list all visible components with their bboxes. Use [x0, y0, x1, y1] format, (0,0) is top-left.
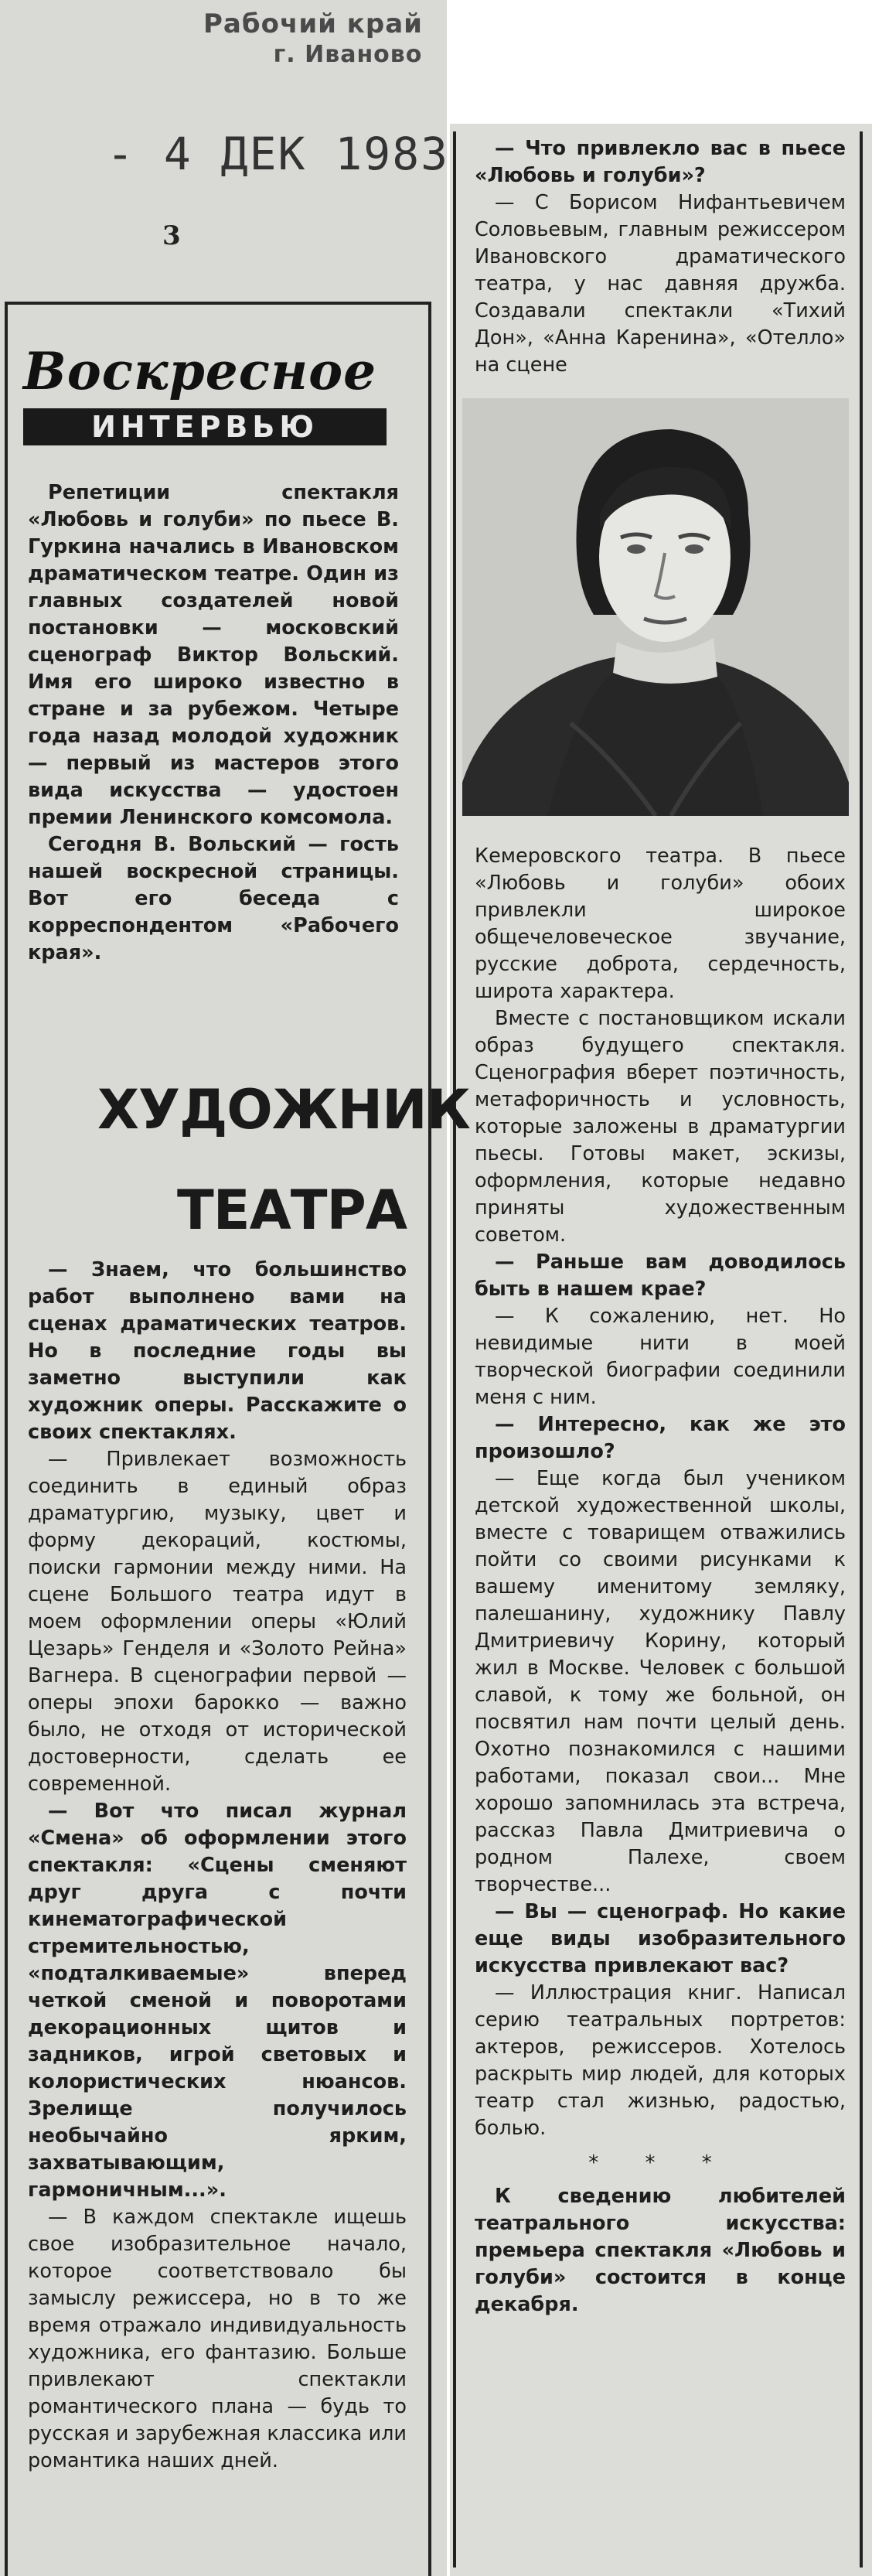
- question-paragraph: — Интересно, как же это произошло?: [475, 1413, 846, 1463]
- question-paragraph: — Раньше вам доводилось быть в нашем крае?: [475, 1250, 846, 1301]
- article-lead: [28, 479, 399, 967]
- question-paragraph: — Вот что писал журнал «Смена» об оформлении этого спектакля: «Сцены сменяют друг друга с почти кинематографической стремительностью, «подталкиваемые» вперед четкой сменой и поворотами декорационных щитов и задников, игрой световых и колористических нюансов. Зрелище получилось необычайно ярким, захватывающим, гармоничным...».: [28, 1800, 407, 2202]
- stamp-newspaper-name: Рабочий край: [203, 9, 423, 39]
- question-paragraph: — Что привлекло вас в пьесе «Любовь и голуби»?: [475, 137, 846, 187]
- page-number: 3: [162, 220, 181, 251]
- answer-paragraph: — К сожалению, нет. Но невидимые нити в моей творческой биографии соединили меня с ним.: [475, 1305, 846, 1409]
- right-body-text: [475, 843, 846, 2318]
- headline-line-2: ТЕАТРА: [177, 1179, 407, 1242]
- lead-paragraph: Репетиции спектакля «Любовь и голуби» по пьесе В. Гуркина начались в Ивановском драматическом театре. Один из главных создателей новой постановки — московский сценограф Виктор Вольский. Имя его широко известно в стране и за рубежом. Четыре года назад молодой художник — первый из мастеров этого вида искусства — удостоен премии Ленинского комсомола.: [28, 481, 399, 829]
- article-headline: [28, 1059, 470, 1261]
- headline-line-1: ХУДОЖНИК: [97, 1078, 470, 1141]
- answer-paragraph: — Привлекает возможность соединить в единый образ драматургию, музыку, цвет и форму декораций, костюмы, поиски гармонии между ними. На сцене Большого театра идут в моем оформлении оперы «Юлий Цезарь» Генделя и «Золото Рейна» Вагнера. В сценографии первой — оперы эпохи барокко — важно было, не отходя от исторической достоверности, сделать ее современной.: [28, 1448, 407, 1796]
- left-body-text: [28, 1257, 407, 2475]
- right-top-text: [475, 135, 846, 379]
- premiere-note: К сведению любителей театрального искусства: премьера спектакля «Любовь и голуби» состоится в конце декабря.: [475, 2185, 846, 2316]
- answer-paragraph: — В каждом спектакле ищешь свое изобразительное начало, которое соответствовало бы замыслу режиссера, но в то же время отражало индивидуальность художника, его фантазию. Больше привлекают спектакли романтического плана — будь то русская и зарубежная классика или романтика наших дней.: [28, 2206, 407, 2472]
- answer-paragraph: — Еще когда был учеником детской художественной школы, вместе с товарищем отважились пойти со своими рисунками к вашему именитому земляку, палешанину, художнику Павлу Дмитриевичу Корину, который жил в Москве. Человек с большой славой, к тому же больной, он посвятил нам почти целый день. Охотно познакомился с нашими работами, показал свои... Мне хорошо запомнилась эта встреча, рассказ Павла Дмитриевича о родном Палехе, своем творчестве...: [475, 1467, 846, 1896]
- answer-paragraph: Вместе с постановщиком искали образ будущего спектакля. Сценография вберет поэтичность, метафоричность и условность, которые заложены в драматургии пьесы. Готовы макет, эскизы, оформления, которые недавно приняты художественным советом.: [475, 1007, 846, 1247]
- rubric-heading: [23, 340, 394, 445]
- portrait-illustration: [462, 398, 849, 816]
- stamp-city: г. Иваново: [273, 41, 423, 68]
- portrait-photo: [462, 398, 849, 816]
- rubric-banner: ИНТЕРВЬЮ: [23, 408, 387, 445]
- answer-paragraph: Кемеровского театра. В пьесе «Любовь и голуби» обоих привлекли широкое общечеловеческое звучание, русские доброта, сердечность, широта характера.: [475, 844, 846, 1003]
- question-paragraph: — Вы — сценограф. Но какие еще виды изобразительного искусства привлекают вас?: [475, 1900, 846, 1977]
- answer-paragraph: — С Борисом Нифантьевичем Соловьевым, главным режиссером Ивановского драматического театра, у нас давняя дружба. Создавали спектакли «Тихий Дон», «Анна Каренина», «Отелло» на сцене: [475, 191, 846, 377]
- rubric-script-title: Воскресное: [23, 341, 377, 401]
- lead-paragraph: Сегодня В. Вольский — гость нашей воскресной страницы. Вот его беседа с корреспондентом «Рабочего края».: [28, 833, 399, 964]
- question-paragraph: — Знаем, что большинство работ выполнено вами на сценах драматических театров. Но в последние годы вы заметно выступили как художник оперы. Расскажите о своих спектаклях.: [28, 1258, 407, 1444]
- answer-paragraph: — Иллюстрация книг. Написал серию театральных портретов: актеров, режиссеров. Хотелось раскрыть мир людей, для которых театр стал жизнью, радостью, болью.: [475, 1981, 846, 2140]
- section-divider-stars: * * *: [588, 2151, 732, 2175]
- date-stamp: - 4 ДЕК 1983: [107, 128, 450, 180]
- newspaper-stamp: [174, 8, 452, 70]
